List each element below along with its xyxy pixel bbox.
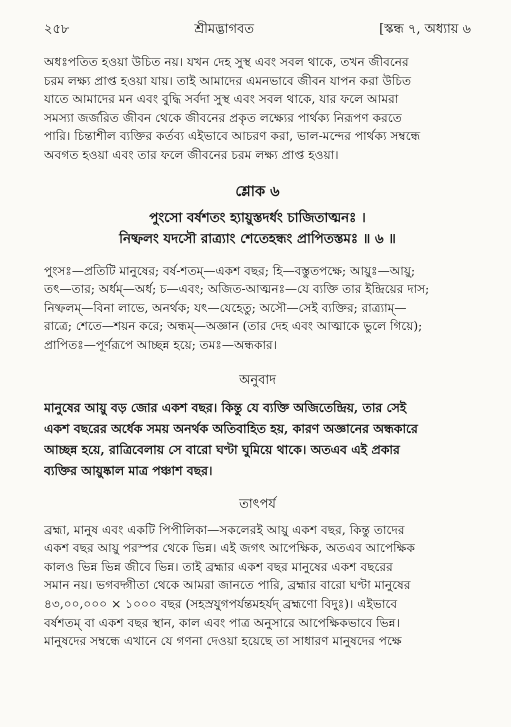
purport-line: মানুষদের সম্বন্ধে এখানে যে গণনা দেওয়া হয়েছে তা সাধারণ মানুষদের পক্ষে <box>44 634 402 649</box>
purport-paragraph <box>44 521 471 651</box>
purport-line: সমান নয়। ভগবদ্গীতা থেকে আমরা জানতে পারি, ব্রহ্মার বারো ঘণ্টা মানুষের <box>44 578 411 593</box>
translation-heading: অনুবাদ <box>239 372 276 388</box>
page-number: ২৫৮ <box>44 22 70 37</box>
intro-line: চরম লক্ষ্য প্রাপ্ত হওয়া যায়। তাই আমাদের এমনভাবে জীবন যাপন করা উচিত <box>44 73 412 88</box>
intro-paragraph <box>44 53 471 165</box>
verse-line: নিষ্ফলং যদসৌ রাত্র্যাং শেতেহন্ধং প্রাপিতস্তমঃ ॥ ৬ ॥ <box>119 230 396 247</box>
translation-line: একশ বছরের অর্ধেক সময় অনর্থক অতিবাহিত হয়, কারণ অজ্ঞানের অন্ধকারে <box>44 420 418 436</box>
purport-line: ব্রহ্মা, মানুষ এবং একটি পিপীলিকা—সকলেরই আয়ু একশ বছর, কিন্তু তাদের <box>44 522 405 537</box>
intro-line: অধঃপতিত হওয়া উচিত নয়। যখন দেহ সুস্থ এবং সবল থাকে, তখন জীবনের <box>44 55 409 69</box>
translation-line: আচ্ছন্ন হয়ে, রাত্রিবেলায় সে বারো ঘণ্টা ঘুমিয়ে থাকে। অতএব এই প্রকার <box>44 441 400 457</box>
word-meanings <box>44 262 471 355</box>
verse-text <box>44 208 471 250</box>
synonym-line: পুংসঃ—প্রতিটি মানুষের; বর্ষ-শতম্—একশ বছর; হি—বস্তুতপক্ষে; আয়ুঃ—আয়ু; <box>44 263 416 278</box>
intro-line: যাতে আমাদের মন এবং বুদ্ধি সর্বদা সুস্থ এবং সবল থাকে, যার ফলে আমরা <box>44 92 399 107</box>
translation-line: মানুষের আয়ু বড় জোর একশ বছর। কিন্তু যে ব্যক্তি অজিতেন্দ্রিয়, তার সেই <box>44 399 407 415</box>
translation-paragraph <box>44 397 471 481</box>
verse-line: পুংসো বর্ষশতং হ্যায়ুস্তদর্ধং চাজিতাত্মনঃ । <box>149 209 366 226</box>
synonym-line: নিষ্ফলম্—বিনা লাভে, অনর্থক; যৎ—যেহেতু; অসৌ—সেই ব্যক্তির; রাত্র্যাম্— <box>44 300 407 315</box>
verse-heading: শ্লোক ৬ <box>235 182 280 200</box>
purport-heading: তাৎপর্য <box>239 496 276 512</box>
intro-line: পারি। চিন্তাশীল ব্যক্তির কর্তব্য এইভাবে আচরণ করা, ভাল-মন্দের পার্থক্য সম্বন্ধে <box>44 129 421 144</box>
purport-line: একশ বছর আয়ু পরস্পর থেকে ভিন্ন। এই জগৎ আপেক্ষিক, অতএব আপেক্ষিক <box>44 541 416 556</box>
intro-line: সমস্যা জর্জরিত জীবন থেকে জীবনের প্রকৃত লক্ষ্যের পার্থক্য নিরূপণ করতে <box>44 110 402 125</box>
purport-line: কালও ভিন্ন ভিন্ন জীবে ভিন্ন। তাই ব্রহ্মার একশ বছর মানুষের একশ বছরের <box>44 559 393 574</box>
synonym-line: প্রাপিতঃ—পূর্ণরূপে আচ্ছন্ন হয়ে; তমঃ—অন্ধকার। <box>44 337 277 352</box>
synonym-line: রাত্রে; শেতে—শয়ন করে; অন্ধম্—অজ্ঞান (তার দেহ এবং আত্মাকে ভুলে গিয়ে); <box>44 319 423 334</box>
chapter-reference: [স্কন্ধ ৭, অধ্যায় ৬ <box>379 22 471 37</box>
purport-line: বর্ষশতম্ বা একশ বছর স্থান, কাল এবং পাত্র অনুসারে আপেক্ষিকভাবে ভিন্ন। <box>44 615 400 630</box>
translation-line: ব্যক্তির আয়ুষ্কাল মাত্র পঞ্চাশ বছর। <box>44 462 213 478</box>
purport-line: ৪৩,০০,০০০ × ১০০০ বছর (সহস্রযুগপর্যন্তমহর্যদ্ ব্রহ্মণো বিদুঃ)। এইভাবে <box>44 596 398 611</box>
synonym-line: তৎ—তার; অর্ধম্—অর্ধ; চ—এবং; অজিত-আত্মনঃ—যে ব্যক্তি তার ইন্দ্রিয়ের দাস; <box>44 282 430 297</box>
page-header <box>44 20 471 41</box>
intro-line: অবগত হওয়া এবং তার ফলে জীবনের চরম লক্ষ্য প্রাপ্ত হওয়া। <box>44 147 339 162</box>
book-title: শ্রীমদ্ভাগবত <box>194 22 254 37</box>
